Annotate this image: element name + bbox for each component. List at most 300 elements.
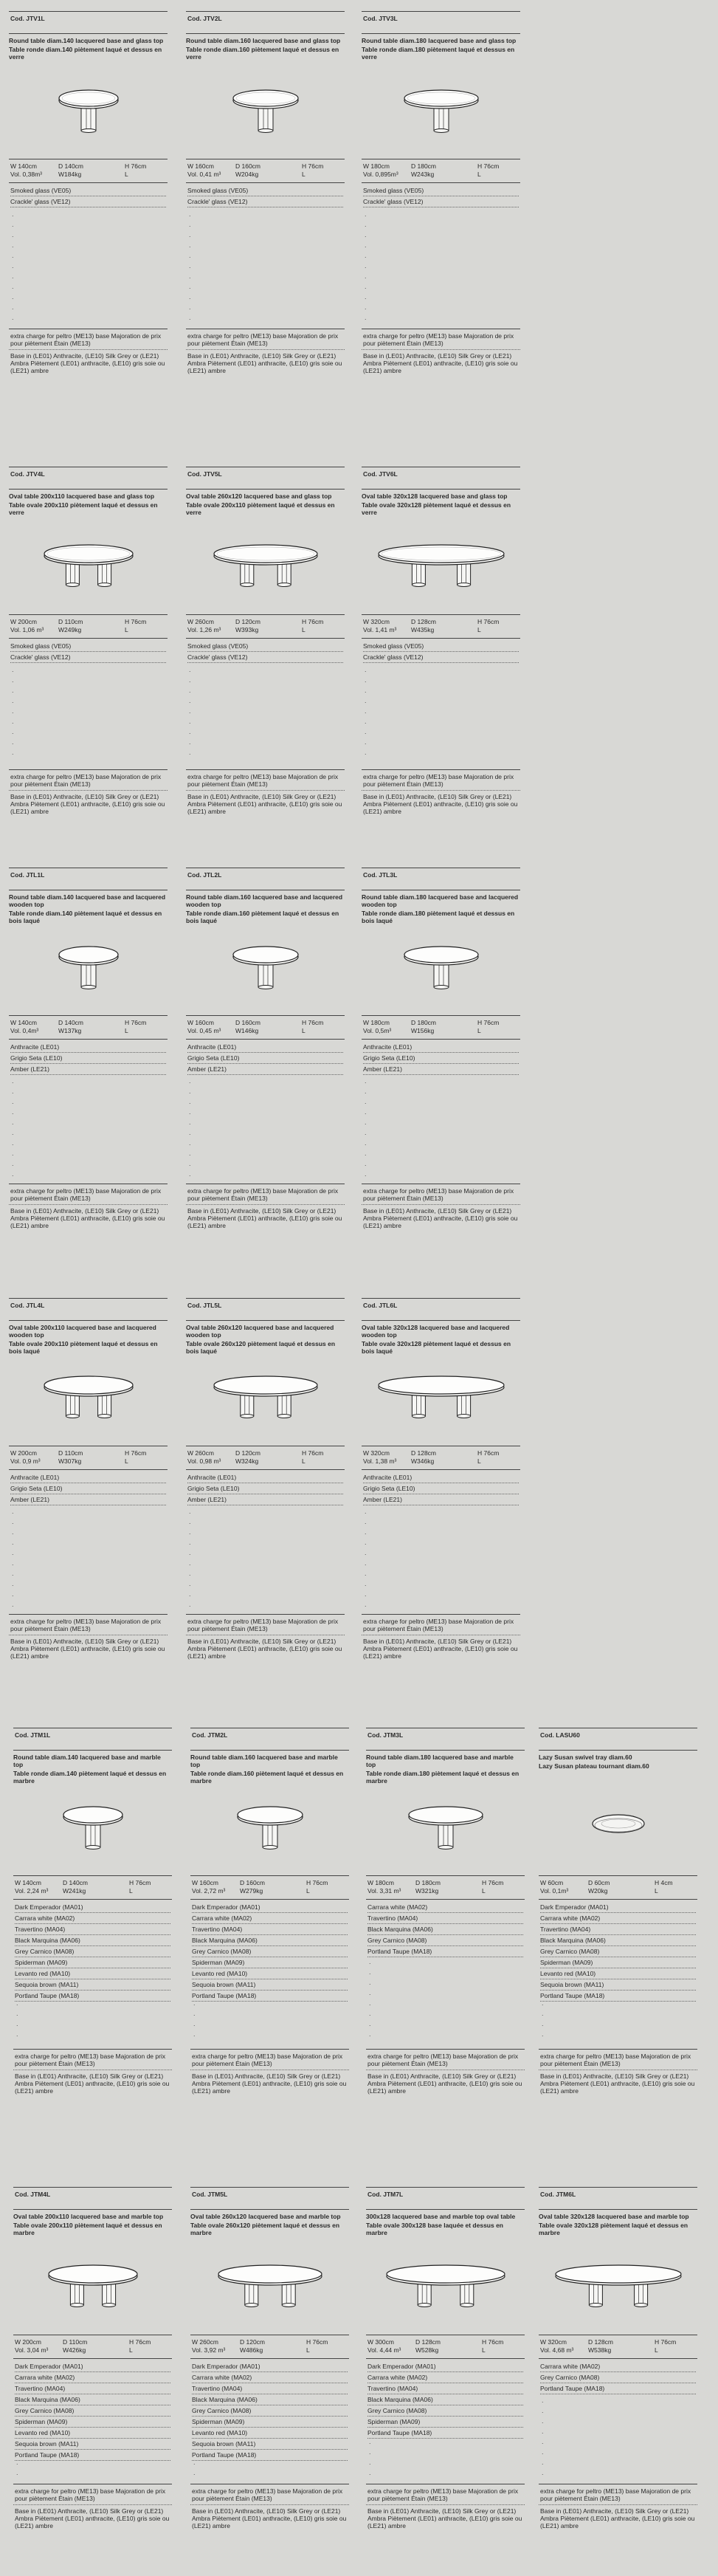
product-title-fr: Table ronde diam.140 piètement laqué et dessus en marbre: [13, 1770, 167, 1785]
width-value: W 160cm: [187, 162, 214, 170]
divider: [13, 2187, 172, 2188]
product-title-en: 300x128 lacquered base and marble top oval table: [366, 2213, 516, 2220]
product-code: Cod. JTM5L: [192, 2191, 228, 2198]
divider: [366, 2358, 525, 2359]
divider: [13, 1899, 172, 1900]
divider: [9, 638, 168, 639]
product-notes: [539, 2484, 697, 2532]
divider: [9, 33, 168, 34]
divider: [9, 1298, 168, 1299]
volume-value: Vol. 3,31 m³: [367, 1887, 401, 1895]
width-value: W 260cm: [192, 2338, 218, 2346]
weight-value: W435kg: [411, 626, 435, 633]
product-title-fr: Table ronde diam.160 piètement laqué et dessus en verre: [186, 46, 339, 61]
divider: [190, 2187, 349, 2188]
divider: [362, 33, 520, 34]
volume-value: Vol. 0,5m³: [363, 1027, 392, 1034]
length-label: L: [125, 1027, 128, 1034]
base-finish-note: Base in (LE01) Anthracite, (LE10) Silk Grey or (LE21) Ambra Piètement (LE01) anthracite, (LE10) gris soie ou (LE21) ambre: [366, 2070, 525, 2097]
base-finish-note: Base in (LE01) Anthracite, (LE10) Silk Grey or (LE21) Ambra Piètement (LE01) anthracite, (LE10) gris soie ou (LE21) ambre: [186, 1635, 345, 1662]
divider: [190, 1899, 349, 1900]
dimensions: [15, 1879, 170, 1895]
width-value: W 320cm: [363, 1449, 390, 1457]
base-finish-note: Base in (LE01) Anthracite, (LE10) Silk Grey or (LE21) Ambra Piètement (LE01) anthracite, (LE10) gris soie ou (LE21) ambre: [362, 790, 520, 817]
product-image: [186, 532, 345, 602]
height-value: H 76cm: [125, 162, 147, 170]
extra-charge-note: extra charge for peltro (ME13) base Majoration de prix pour piètement Étain (ME13): [13, 2484, 172, 2504]
product-title-en: Round table diam.160 lacquered base and glass top: [186, 37, 341, 44]
length-label: L: [477, 1457, 481, 1465]
dimensions: [10, 1449, 166, 1466]
depth-value: D 140cm: [58, 1019, 84, 1026]
base-finish-note: Base in (LE01) Anthracite, (LE10) Silk Grey or (LE21) Ambra Piètement (LE01) anthracite, (LE10) gris soie ou (LE21) ambre: [9, 1204, 168, 1232]
product-title-en: Round table diam.140 lacquered base and glass top: [9, 37, 164, 44]
product-notes: [366, 2484, 525, 2532]
spacer-dots: . . . .: [16, 1999, 18, 2038]
finish-list: [363, 1042, 519, 1075]
product-notes: [9, 769, 168, 817]
divider: [186, 1469, 345, 1470]
height-value: H 4cm: [655, 1879, 673, 1886]
product-title-en: Round table diam.160 lacquered base and marble top: [190, 1754, 338, 1768]
finish-item: Sequoia brown (MA11): [15, 2439, 170, 2450]
product-title-fr: Table ovale 200x110 piètement laqué et dessus en verre: [9, 501, 158, 516]
divider: [186, 614, 345, 615]
width-value: W 260cm: [187, 618, 214, 625]
divider: [190, 1750, 349, 1751]
divider: [190, 1875, 349, 1876]
product-image: [9, 76, 168, 146]
finish-item: Amber (LE21): [10, 1064, 166, 1075]
finish-item: Grey Carnico (MA08): [15, 1946, 170, 1957]
width-value: W 180cm: [367, 1879, 394, 1886]
product-title-fr: Table ovale 320x128 piètement laqué et dessus en bois laqué: [362, 1340, 511, 1355]
product-code: Cod. LASU60: [540, 1731, 580, 1739]
finish-item: Sequoia brown (MA11): [192, 2439, 348, 2450]
divider: [9, 1469, 168, 1470]
finish-item: Portland Taupe (MA18): [15, 2450, 170, 2461]
product-title-en: Oval table 260x120 lacquered base and lacquered wooden top: [186, 1324, 334, 1339]
product-title-en: Round table diam.140 lacquered base and marble top: [13, 1754, 161, 1768]
product-image: [190, 2252, 349, 2322]
product-image: [186, 932, 345, 1003]
width-value: W 300cm: [367, 2338, 394, 2346]
depth-value: D 128cm: [588, 2338, 614, 2346]
extra-charge-note: extra charge for peltro (ME13) base Majoration de prix pour piètement Étain (ME13): [190, 2049, 349, 2070]
finish-item: Portland Taupe (MA18): [192, 2450, 348, 2461]
finish-list: [187, 641, 343, 663]
dimensions: [540, 1879, 696, 1895]
divider: [362, 1320, 520, 1321]
divider: [9, 489, 168, 490]
divider: [539, 2209, 697, 2210]
finish-item: Smoked glass (VE05): [10, 641, 166, 652]
length-label: L: [477, 171, 481, 178]
dimensions: [187, 162, 343, 179]
divider: [362, 489, 520, 490]
spacer-dots: . .: [193, 2459, 196, 2476]
product-code: Cod. JTL1L: [10, 871, 45, 879]
product-section: [0, 868, 718, 1281]
product-code: Cod. JTV6L: [363, 470, 398, 478]
finish-item: Black Marquina (MA06): [15, 1935, 170, 1946]
spacer-dots: . . . . . . . .: [369, 1958, 371, 2038]
weight-value: W486kg: [240, 2346, 263, 2354]
divider: [9, 1320, 168, 1321]
finish-item: Travertino (MA04): [15, 2383, 170, 2394]
divider: [186, 11, 345, 12]
finish-item: Carrara white (MA02): [15, 1913, 170, 1924]
width-value: W 60cm: [540, 1879, 564, 1886]
height-value: H 76cm: [302, 162, 324, 170]
volume-value: Vol. 1,06 m³: [10, 626, 44, 633]
dimensions: [15, 2338, 170, 2355]
spacer-dots: . . . . . . . .: [542, 2397, 544, 2476]
length-label: L: [129, 1887, 133, 1895]
divider: [186, 638, 345, 639]
product-image: [366, 1793, 525, 1863]
product-title-fr: Table ronde diam.160 piètement laqué et dessus en marbre: [190, 1770, 344, 1785]
finish-list: [15, 1902, 170, 2002]
product-image: [539, 1793, 697, 1863]
height-value: H 76cm: [302, 1449, 324, 1457]
finish-list: [540, 1902, 696, 2002]
finish-item: Spiderman (MA09): [192, 2417, 348, 2428]
weight-value: W307kg: [58, 1457, 82, 1465]
finish-item: Levanto red (MA10): [15, 2428, 170, 2439]
volume-value: Vol. 0,41 m³: [187, 171, 221, 178]
divider: [186, 33, 345, 34]
dimensions: [10, 162, 166, 179]
finish-item: Amber (LE21): [363, 1494, 519, 1505]
divider: [190, 2209, 349, 2210]
extra-charge-note: extra charge for peltro (ME13) base Majoration de prix pour piètement Étain (ME13): [362, 1184, 520, 1204]
product-card: [539, 1728, 697, 2171]
finish-list: [367, 2361, 523, 2439]
base-finish-note: Base in (LE01) Anthracite, (LE10) Silk Grey or (LE21) Ambra Piètement (LE01) anthracite, (LE10) gris soie ou (LE21) ambre: [366, 2504, 525, 2532]
divider: [362, 182, 520, 183]
product-title-fr: Table ronde diam.180 piètement laqué et dessus en marbre: [366, 1770, 519, 1785]
product-card: [186, 1298, 345, 1711]
finish-list: [187, 1472, 343, 1505]
finish-item: Anthracite (LE01): [187, 1472, 343, 1483]
product-code: Cod. JTM4L: [15, 2191, 51, 2198]
product-notes: [539, 2049, 697, 2097]
finish-item: Crackle' glass (VE12): [10, 652, 166, 663]
spacer-dots: . . . .: [542, 1999, 544, 2038]
height-value: H 76cm: [129, 1879, 151, 1886]
product-image: [362, 76, 520, 146]
finish-item: Portland Taupe (MA18): [540, 1991, 696, 2002]
finish-item: Black Marquina (MA06): [540, 1935, 696, 1946]
extra-charge-note: extra charge for peltro (ME13) base Majoration de prix pour piètement Étain (ME13): [362, 1614, 520, 1635]
dimensions: [192, 2338, 348, 2355]
base-finish-note: Base in (LE01) Anthracite, (LE10) Silk Grey or (LE21) Ambra Piètement (LE01) anthracite, (LE10) gris soie ou (LE21) ambre: [190, 2070, 349, 2097]
length-label: L: [302, 1027, 306, 1034]
product-title-en: Oval table 200x110 lacquered base and lacquered wooden top: [9, 1324, 156, 1339]
weight-value: W20kg: [588, 1887, 608, 1895]
product-image: [190, 1793, 349, 1863]
finish-item: Grey Carnico (MA08): [192, 1946, 348, 1957]
depth-value: D 110cm: [58, 618, 83, 625]
finish-item: Carrara white (MA02): [367, 2372, 523, 2383]
weight-value: W243kg: [411, 171, 435, 178]
width-value: W 140cm: [15, 1879, 41, 1886]
width-value: W 160cm: [192, 1879, 218, 1886]
product-notes: [13, 2484, 172, 2532]
width-value: W 140cm: [10, 162, 37, 170]
product-notes: [362, 769, 520, 817]
length-label: L: [477, 1027, 481, 1034]
height-value: H 76cm: [125, 1019, 147, 1026]
product-notes: [362, 1614, 520, 1662]
volume-value: Vol. 3,92 m³: [192, 2346, 226, 2354]
finish-item: Smoked glass (VE05): [187, 185, 343, 196]
length-label: L: [655, 1887, 658, 1895]
divider: [186, 489, 345, 490]
spacer-dots: . . . . . . . . .: [189, 666, 191, 756]
spacer-dots: . . . . . . . . . . .: [12, 210, 14, 321]
finish-list: [540, 2361, 696, 2394]
height-value: H 76cm: [129, 2338, 151, 2346]
base-finish-note: Base in (LE01) Anthracite, (LE10) Silk Grey or (LE21) Ambra Piètement (LE01) anthracite, (LE10) gris soie ou (LE21) ambre: [186, 1204, 345, 1232]
finish-item: Travertino (MA04): [192, 2383, 348, 2394]
volume-value: Vol. 0,895m³: [363, 171, 398, 178]
finish-item: Spiderman (MA09): [15, 1957, 170, 1968]
weight-value: W426kg: [63, 2346, 86, 2354]
product-card: [362, 1298, 520, 1711]
finish-item: Carrara white (MA02): [540, 1913, 696, 1924]
product-card: [13, 1728, 172, 2171]
dimensions: [363, 162, 519, 179]
height-value: H 76cm: [302, 1019, 324, 1026]
divider: [366, 2187, 525, 2188]
divider: [186, 1320, 345, 1321]
depth-value: D 120cm: [235, 1449, 261, 1457]
finish-list: [363, 185, 519, 207]
product-card: [362, 467, 520, 865]
product-title-fr: Table ronde diam.180 piètement laqué et dessus en verre: [362, 46, 515, 61]
volume-value: Vol. 0,9 m³: [10, 1457, 41, 1465]
finish-item: Crackle' glass (VE12): [10, 196, 166, 207]
base-finish-note: Base in (LE01) Anthracite, (LE10) Silk Grey or (LE21) Ambra Piètement (LE01) anthracite, (LE10) gris soie ou (LE21) ambre: [9, 349, 168, 377]
extra-charge-note: extra charge for peltro (ME13) base Majoration de prix pour piètement Étain (ME13): [186, 329, 345, 349]
product-notes: [186, 1614, 345, 1662]
dimensions: [187, 618, 343, 634]
product-section: [0, 1728, 718, 2171]
product-title-fr: Lazy Susan plateau tournant diam.60: [539, 1762, 649, 1770]
finish-item: Smoked glass (VE05): [363, 641, 519, 652]
product-card: [186, 11, 345, 425]
weight-value: W241kg: [63, 1887, 86, 1895]
product-title-en: Lazy Susan swivel tray diam.60: [539, 1754, 632, 1761]
finish-item: Portland Taupe (MA18): [15, 1991, 170, 2002]
product-card: [366, 1728, 525, 2171]
finish-item: Levanto red (MA10): [540, 1968, 696, 1979]
volume-value: Vol. 0,4m³: [10, 1027, 39, 1034]
product-card: [9, 868, 168, 1281]
base-finish-note: Base in (LE01) Anthracite, (LE10) Silk Grey or (LE21) Ambra Piètement (LE01) anthracite, (LE10) gris soie ou (LE21) ambre: [186, 349, 345, 377]
length-label: L: [129, 2346, 133, 2354]
product-code: Cod. JTV5L: [187, 470, 222, 478]
height-value: H 76cm: [306, 2338, 328, 2346]
weight-value: W324kg: [235, 1457, 259, 1465]
divider: [539, 2358, 697, 2359]
product-title-en: Oval table 320x128 lacquered base and lacquered wooden top: [362, 1324, 510, 1339]
product-notes: [186, 329, 345, 377]
extra-charge-note: extra charge for peltro (ME13) base Majoration de prix pour piètement Étain (ME13): [9, 329, 168, 349]
product-title-fr: Table ronde diam.140 piètement laqué et dessus en verre: [9, 46, 162, 61]
product-image: [9, 932, 168, 1003]
divider: [362, 1469, 520, 1470]
finish-item: Travertino (MA04): [192, 1924, 348, 1935]
product-card: [186, 467, 345, 865]
base-finish-note: Base in (LE01) Anthracite, (LE10) Silk Grey or (LE21) Ambra Piètement (LE01) anthracite, (LE10) gris soie ou (LE21) ambre: [9, 790, 168, 817]
product-notes: [13, 2049, 172, 2097]
height-value: H 76cm: [306, 1879, 328, 1886]
product-title-en: Oval table 320x128 lacquered base and glass top: [362, 492, 508, 500]
finish-list: [192, 1902, 348, 2002]
dimensions: [10, 618, 166, 634]
product-title-en: Oval table 200x110 lacquered base and glass top: [9, 492, 155, 500]
product-image: [9, 1363, 168, 1433]
finish-item: Grigio Seta (LE10): [187, 1053, 343, 1064]
finish-list: [192, 2361, 348, 2461]
finish-item: Grey Carnico (MA08): [540, 1946, 696, 1957]
volume-value: Vol. 0,98 m³: [187, 1457, 221, 1465]
finish-list: [10, 1042, 166, 1075]
product-code: Cod. JTL2L: [187, 871, 222, 879]
finish-item: Anthracite (LE01): [363, 1042, 519, 1053]
weight-value: W528kg: [415, 2346, 439, 2354]
volume-value: Vol. 1,26 m³: [187, 626, 221, 633]
weight-value: W279kg: [240, 1887, 263, 1895]
volume-value: Vol. 2,72 m³: [192, 1887, 226, 1895]
volume-value: Vol. 4,44 m³: [367, 2346, 401, 2354]
divider: [9, 614, 168, 615]
weight-value: W321kg: [415, 1887, 439, 1895]
product-title-fr: Table ovale 200x110 piètement laqué et dessus en marbre: [13, 2222, 162, 2236]
finish-item: Grigio Seta (LE10): [187, 1483, 343, 1494]
height-value: H 76cm: [482, 2338, 504, 2346]
product-title-fr: Table ronde diam.160 piètement laqué et dessus en bois laqué: [186, 910, 339, 924]
base-finish-note: Base in (LE01) Anthracite, (LE10) Silk Grey or (LE21) Ambra Piètement (LE01) anthracite, (LE10) gris soie ou (LE21) ambre: [190, 2504, 349, 2532]
product-image: [362, 932, 520, 1003]
finish-item: Carrara white (MA02): [15, 2372, 170, 2383]
weight-value: W156kg: [411, 1027, 435, 1034]
width-value: W 160cm: [187, 1019, 214, 1026]
weight-value: W393kg: [235, 626, 259, 633]
base-finish-note: Base in (LE01) Anthracite, (LE10) Silk Grey or (LE21) Ambra Piètement (LE01) anthracite, (LE10) gris soie ou (LE21) ambre: [539, 2070, 697, 2097]
extra-charge-note: extra charge for peltro (ME13) base Majoration de prix pour piètement Étain (ME13): [539, 2484, 697, 2504]
product-card: [539, 2187, 697, 2576]
product-code: Cod. JTV4L: [10, 470, 45, 478]
length-label: L: [125, 626, 128, 633]
product-code: Cod. JTV1L: [10, 15, 45, 22]
extra-charge-note: extra charge for peltro (ME13) base Majoration de prix pour piètement Étain (ME13): [9, 1614, 168, 1635]
depth-value: D 120cm: [240, 2338, 266, 2346]
base-finish-note: Base in (LE01) Anthracite, (LE10) Silk Grey or (LE21) Ambra Piètement (LE01) anthracite, (LE10) gris soie ou (LE21) ambre: [362, 1635, 520, 1662]
height-value: H 76cm: [477, 1019, 500, 1026]
divider: [9, 182, 168, 183]
extra-charge-note: extra charge for peltro (ME13) base Majoration de prix pour piètement Étain (ME13): [186, 769, 345, 790]
volume-value: Vol. 2,24 m³: [15, 1887, 49, 1895]
volume-value: Vol. 1,38 m³: [363, 1457, 397, 1465]
spacer-dots: . . . . . . . . . .: [365, 1508, 367, 1608]
product-section: [0, 1298, 718, 1711]
finish-item: Portland Taupe (MA18): [192, 1991, 348, 2002]
divider: [539, 1899, 697, 1900]
divider: [366, 1875, 525, 1876]
divider: [186, 182, 345, 183]
extra-charge-note: extra charge for peltro (ME13) base Majoration de prix pour piètement Étain (ME13): [539, 2049, 697, 2070]
extra-charge-note: extra charge for peltro (ME13) base Majoration de prix pour piètement Étain (ME13): [190, 2484, 349, 2504]
spacer-dots: . . . . . . . . . .: [12, 1508, 14, 1608]
product-notes: [190, 2049, 349, 2097]
divider: [539, 1875, 697, 1876]
divider: [186, 1039, 345, 1040]
depth-value: D 120cm: [235, 618, 261, 625]
length-label: L: [302, 171, 306, 178]
finish-item: Spiderman (MA09): [15, 2417, 170, 2428]
product-card: [9, 1298, 168, 1711]
spacer-dots: . . . . . . . . . .: [365, 1077, 367, 1178]
product-section: [0, 2187, 718, 2576]
width-value: W 180cm: [363, 1019, 390, 1026]
divider: [362, 1039, 520, 1040]
divider: [190, 2358, 349, 2359]
divider: [362, 638, 520, 639]
divider: [362, 1015, 520, 1016]
finish-item: Portland Taupe (MA18): [367, 2428, 523, 2439]
depth-value: D 180cm: [411, 162, 437, 170]
length-label: L: [306, 1887, 310, 1895]
finish-item: Anthracite (LE01): [10, 1042, 166, 1053]
finish-item: Amber (LE21): [10, 1494, 166, 1505]
dimensions: [363, 618, 519, 634]
weight-value: W538kg: [588, 2346, 612, 2354]
product-code: Cod. JTM7L: [367, 2191, 404, 2198]
product-image: [539, 2252, 697, 2322]
finish-item: Black Marquina (MA06): [15, 2394, 170, 2405]
product-notes: [362, 1184, 520, 1232]
product-notes: [9, 1184, 168, 1232]
divider: [9, 11, 168, 12]
product-code: Cod. JTM2L: [192, 1731, 228, 1739]
finish-item: Portland Taupe (MA18): [367, 1946, 523, 1957]
volume-value: Vol. 3,04 m³: [15, 2346, 49, 2354]
product-code: Cod. JTL4L: [10, 1302, 45, 1309]
finish-list: [10, 641, 166, 663]
finish-item: Grigio Seta (LE10): [363, 1483, 519, 1494]
finish-item: Smoked glass (VE05): [10, 185, 166, 196]
spacer-dots: . . . . . . . . .: [12, 666, 14, 756]
spacer-dots: . . . . . . . . . .: [189, 1508, 191, 1608]
product-notes: [190, 2484, 349, 2532]
height-value: H 76cm: [477, 1449, 500, 1457]
product-title-fr: Table ronde diam.180 piètement laqué et dessus en bois laqué: [362, 910, 515, 924]
finish-list: [10, 1472, 166, 1505]
product-title-fr: Table ronde diam.140 piètement laqué et dessus en bois laqué: [9, 910, 162, 924]
product-card: [362, 868, 520, 1281]
finish-list: [367, 1902, 523, 1957]
divider: [9, 1039, 168, 1040]
dimensions: [363, 1019, 519, 1035]
divider: [9, 1015, 168, 1016]
finish-item: Smoked glass (VE05): [187, 641, 343, 652]
finish-item: Travertino (MA04): [15, 1924, 170, 1935]
product-code: Cod. JTL3L: [363, 871, 398, 879]
